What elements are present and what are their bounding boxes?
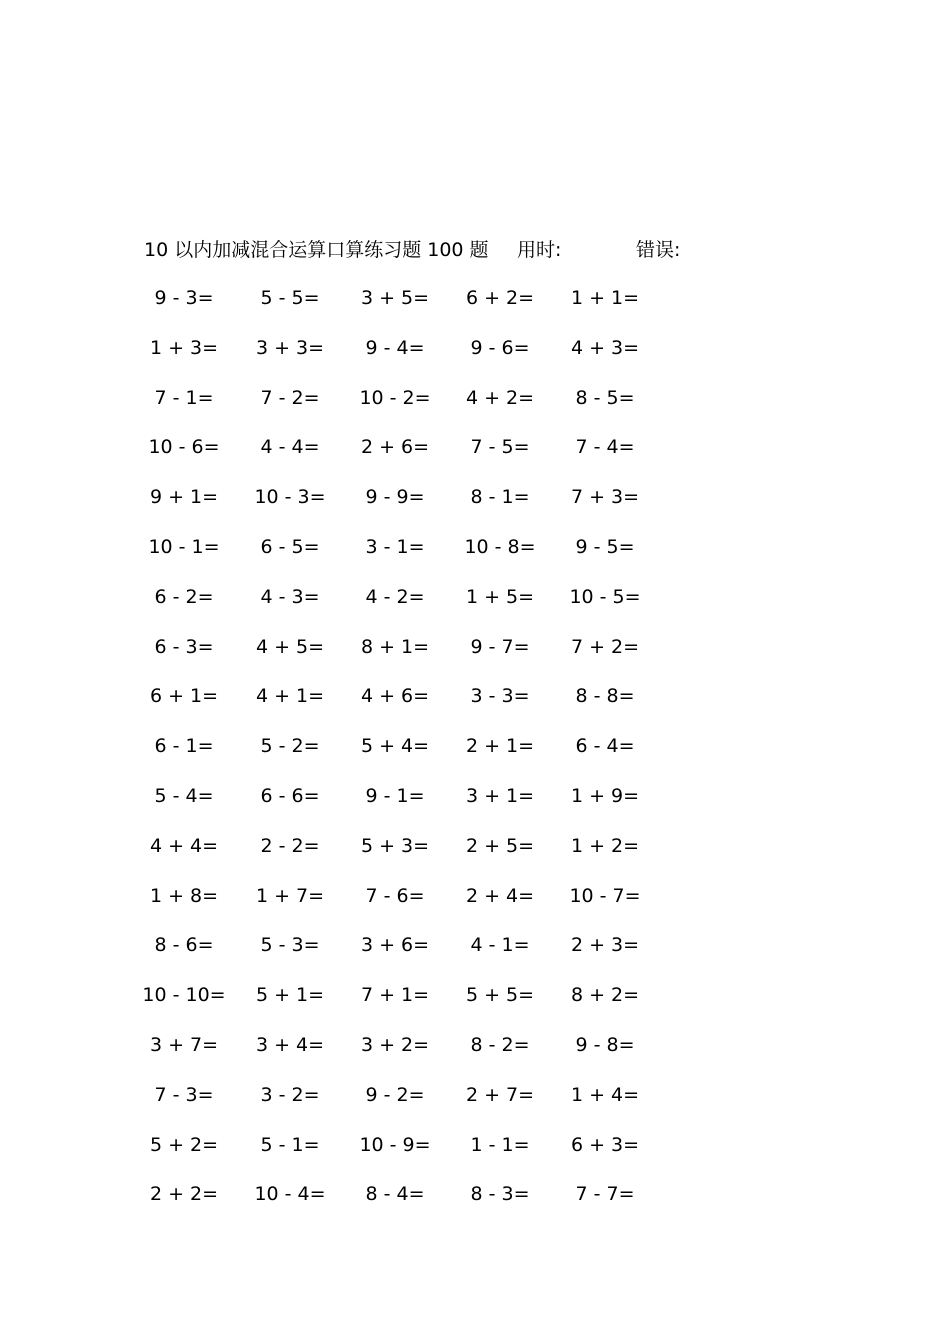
problem-item: 8 - 4= (365, 1183, 425, 1206)
problem-item: 6 - 4= (575, 735, 635, 758)
problem-item: 2 + 5= (465, 834, 535, 857)
problem-item: 8 - 6= (154, 934, 214, 957)
problem-item: 7 - 7= (575, 1183, 635, 1206)
problem-item: 5 - 1= (260, 1133, 320, 1156)
problem-item: 9 - 2= (365, 1083, 425, 1106)
problem-item: 9 - 7= (470, 635, 530, 658)
problem-grid (140, 284, 680, 1230)
problem-item: 4 - 2= (365, 585, 425, 608)
problem-item: 10 - 1= (148, 535, 220, 558)
problem-item: 3 + 3= (255, 336, 325, 359)
error-label: 错误: (636, 239, 681, 261)
problem-item: 2 + 2= (149, 1183, 219, 1206)
problem-item: 6 - 1= (154, 735, 214, 758)
problem-item: 7 - 4= (575, 436, 635, 459)
problem-item: 9 - 9= (365, 486, 425, 509)
worksheet-title: 10 以内加减混合运算口算练习题 100 题 (144, 239, 489, 261)
problem-item: 3 + 1= (465, 784, 535, 807)
problem-item: 9 - 4= (365, 336, 425, 359)
problem-item: 10 - 8= (464, 535, 536, 558)
problem-item: 5 + 5= (465, 984, 535, 1007)
problem-item: 4 - 4= (260, 436, 320, 459)
problem-item: 8 + 2= (570, 984, 640, 1007)
problem-row (140, 1081, 680, 1131)
problem-item: 6 - 3= (154, 635, 214, 658)
problem-item: 7 - 6= (365, 884, 425, 907)
problem-item: 3 + 5= (360, 287, 430, 309)
problem-item: 5 + 4= (360, 735, 430, 758)
problem-item: 4 + 3= (570, 336, 640, 359)
problem-row (140, 1180, 680, 1230)
problem-row (140, 882, 680, 932)
problem-row (140, 981, 680, 1031)
problem-row (140, 931, 680, 981)
problem-item: 3 - 1= (365, 535, 425, 558)
problem-row (140, 1031, 680, 1081)
problem-item: 2 + 4= (465, 884, 535, 907)
problem-item: 6 - 5= (260, 535, 320, 558)
problem-item: 10 - 6= (148, 436, 220, 459)
problem-item: 9 - 3= (154, 287, 214, 309)
problem-item: 8 - 8= (575, 685, 635, 708)
problem-item: 7 + 3= (570, 486, 640, 509)
problem-item: 1 - 1= (470, 1133, 530, 1156)
problem-item: 2 + 3= (570, 934, 640, 957)
problem-item: 4 + 1= (255, 685, 325, 708)
problem-item: 4 + 5= (255, 635, 325, 658)
problem-item: 8 - 1= (470, 486, 530, 509)
problem-item: 5 - 3= (260, 934, 320, 957)
problem-item: 10 - 4= (254, 1183, 326, 1206)
problem-item: 7 - 2= (260, 386, 320, 409)
problem-item: 1 + 5= (465, 585, 535, 608)
problem-item: 3 + 7= (149, 1033, 219, 1056)
problem-item: 1 + 4= (570, 1083, 640, 1106)
problem-row (140, 633, 680, 683)
problem-row (140, 583, 680, 633)
problem-item: 5 - 2= (260, 735, 320, 758)
problem-row (140, 284, 680, 334)
problem-item: 6 + 1= (149, 685, 219, 708)
problem-item: 6 + 2= (465, 287, 535, 309)
problem-item: 10 - 9= (359, 1133, 431, 1156)
problem-item: 4 - 3= (260, 585, 320, 608)
problem-row (140, 433, 680, 483)
problem-row (140, 384, 680, 434)
problem-item: 9 - 5= (575, 535, 635, 558)
problem-item: 5 - 5= (260, 287, 320, 309)
problem-item: 1 + 2= (570, 834, 640, 857)
problem-item: 3 - 2= (260, 1083, 320, 1106)
problem-item: 1 + 9= (570, 784, 640, 807)
problem-item: 8 - 2= (470, 1033, 530, 1056)
problem-item: 8 + 1= (360, 635, 430, 658)
problem-item: 1 + 8= (149, 884, 219, 907)
problem-item: 1 + 1= (570, 287, 640, 309)
problem-item: 1 + 3= (149, 336, 219, 359)
problem-item: 10 - 10= (142, 984, 226, 1007)
problem-item: 2 + 7= (465, 1083, 535, 1106)
problem-item: 6 - 2= (154, 585, 214, 608)
problem-item: 10 - 3= (254, 486, 326, 509)
problem-item: 2 + 1= (465, 735, 535, 758)
problem-row (140, 533, 680, 583)
problem-row (140, 732, 680, 782)
problem-item: 7 + 1= (360, 984, 430, 1007)
problem-item: 9 - 6= (470, 336, 530, 359)
problem-item: 8 - 3= (470, 1183, 530, 1206)
problem-item: 7 - 1= (154, 386, 214, 409)
time-label: 用时: (517, 239, 562, 261)
problem-item: 7 + 2= (570, 635, 640, 658)
problem-row (140, 782, 680, 832)
problem-item: 4 + 4= (149, 834, 219, 857)
problem-row (140, 1131, 680, 1181)
problem-item: 9 + 1= (149, 486, 219, 509)
problem-row (140, 334, 680, 384)
problem-row (140, 832, 680, 882)
problem-item: 2 + 6= (360, 436, 430, 459)
problem-item: 3 + 2= (360, 1033, 430, 1056)
problem-item: 7 - 5= (470, 436, 530, 459)
problem-item: 6 - 6= (260, 784, 320, 807)
problem-item: 1 + 7= (255, 884, 325, 907)
problem-row (140, 483, 680, 533)
problem-item: 4 - 1= (470, 934, 530, 957)
problem-item: 3 + 4= (255, 1033, 325, 1056)
problem-item: 10 - 7= (569, 884, 641, 907)
problem-item: 5 + 1= (255, 984, 325, 1007)
problem-item: 9 - 1= (365, 784, 425, 807)
problem-item: 5 + 2= (149, 1133, 219, 1156)
problem-item: 5 - 4= (154, 784, 214, 807)
problem-item: 2 - 2= (260, 834, 320, 857)
problem-item: 4 + 2= (465, 386, 535, 409)
problem-item: 3 + 6= (360, 934, 430, 957)
problem-item: 7 - 3= (154, 1083, 214, 1106)
problem-item: 10 - 2= (359, 386, 431, 409)
problem-item: 3 - 3= (470, 685, 530, 708)
problem-item: 4 + 6= (360, 685, 430, 708)
problem-item: 8 - 5= (575, 386, 635, 409)
problem-row (140, 682, 680, 732)
problem-item: 5 + 3= (360, 834, 430, 857)
problem-item: 10 - 5= (569, 585, 641, 608)
problem-item: 6 + 3= (570, 1133, 640, 1156)
problem-item: 9 - 8= (575, 1033, 635, 1056)
